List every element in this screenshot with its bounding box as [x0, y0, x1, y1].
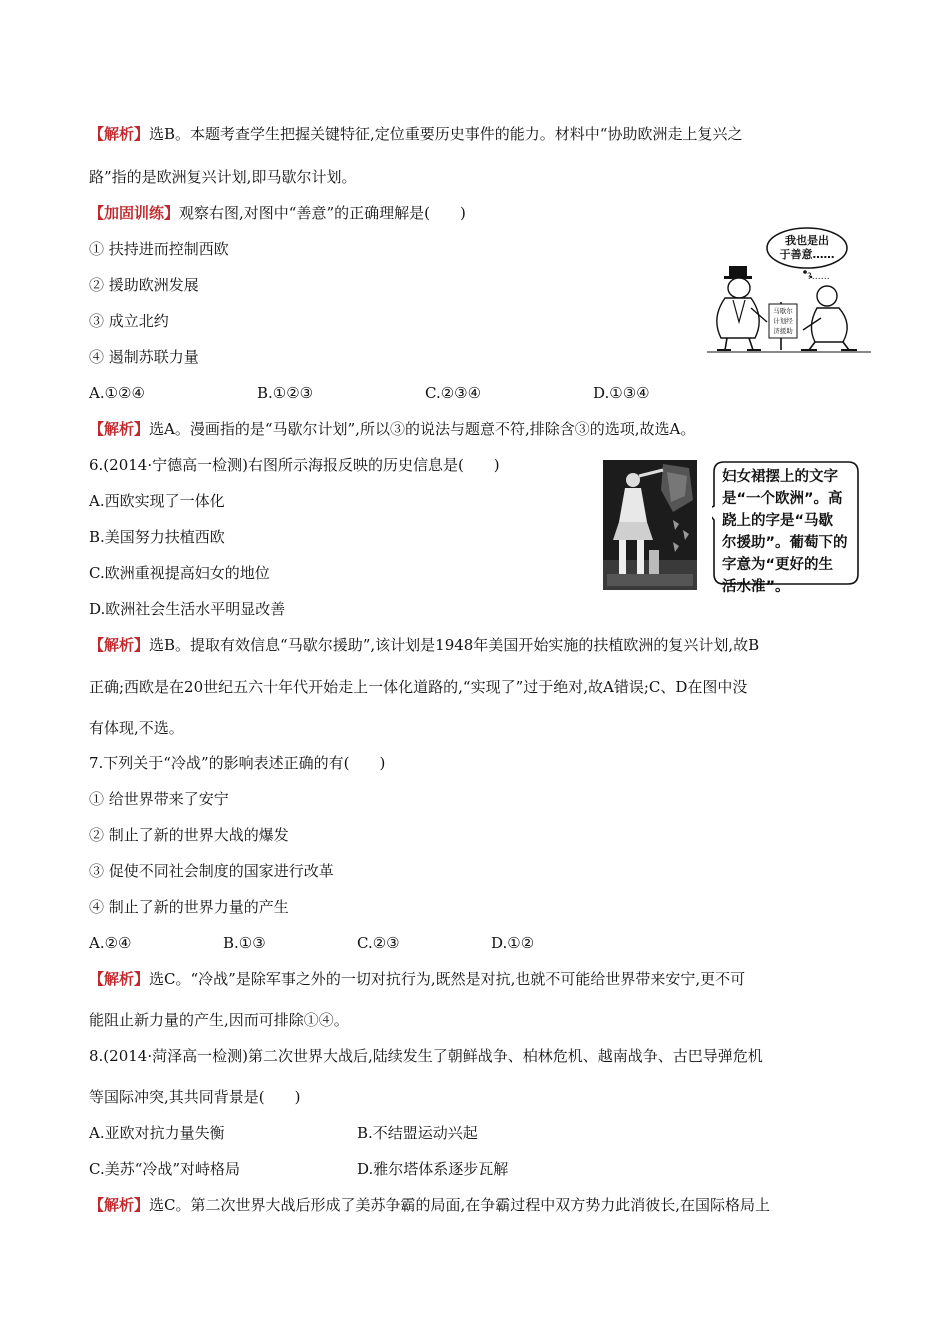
option-c: C.②③④	[425, 384, 482, 402]
exercise-tag: 【加固训练】	[89, 204, 180, 222]
option-c: C.欧洲重视提高妇女的地位	[89, 564, 270, 582]
cartoon-speech	[778, 234, 836, 262]
analysis-line	[89, 969, 745, 989]
cartoon-mark: ?……	[807, 272, 830, 282]
caption-line: 是“一个欧洲”。高	[722, 491, 843, 507]
list-item: ① 扶持进而控制西欧	[89, 240, 229, 258]
option-d: D.①②	[491, 934, 535, 952]
option-a: A.亚欧对抗力量失衡	[89, 1124, 225, 1142]
speech-line: 于善意……	[779, 248, 835, 261]
question-stem: 等国际冲突,其共同背景是( )	[89, 1088, 301, 1106]
sign-line: 马歇尔	[773, 307, 793, 315]
poster-caption-bubble	[712, 460, 860, 595]
analysis-tag: 【解析】	[89, 636, 150, 654]
analysis-text: 选B。提取有效信息“马歇尔援助”,该计划是1948年美国开始实施的扶植欧洲的复兴计划,故B	[149, 636, 760, 654]
sign-line: 计划经	[773, 317, 793, 325]
analysis-text: 选C。第二次世界大战后形成了美苏争霸的局面,在争霸过程中双方势力此消彼长,在国际格局上	[149, 1196, 771, 1214]
option-b: B.①②③	[257, 384, 314, 402]
list-item: ② 援助欧洲发展	[89, 276, 199, 294]
question-stem: 6.(2014·宁德高一检测)右图所示海报反映的历史信息是( )	[89, 456, 500, 474]
caption-line: 活水准”。	[722, 579, 790, 595]
option-b: B.不结盟运动兴起	[357, 1124, 478, 1142]
option-b: B.美国努力扶植西欧	[89, 528, 225, 546]
speech-line: 我也是出	[785, 234, 829, 247]
list-item: ④ 遏制苏联力量	[89, 348, 199, 366]
option-d: D.①③④	[593, 384, 650, 402]
poster-caption	[722, 466, 848, 598]
analysis-tag: 【解析】	[89, 125, 150, 143]
analysis-line: 有体现,不选。	[89, 719, 184, 737]
analysis-line: 能阻止新力量的产生,因而可排除①④。	[89, 1011, 349, 1029]
sign-line: 济援助	[773, 327, 793, 335]
caption-line: 跷上的字是“马歇	[722, 513, 834, 529]
list-item: ① 给世界带来了安宁	[89, 790, 229, 808]
option-c: C.②③	[357, 934, 400, 952]
analysis-line: 路”指的是欧洲复兴计划,即马歇尔计划。	[89, 168, 357, 186]
option-b: B.①③	[223, 934, 266, 952]
analysis-text: 选A。漫画指的是“马歇尔计划”,所以③的说法与题意不符,排除含③的选项,故选A。	[149, 420, 696, 438]
option-a: A.①②④	[89, 384, 145, 402]
option-a: A.西欧实现了一体化	[89, 492, 225, 510]
analysis-line	[89, 419, 695, 439]
analysis-tag: 【解析】	[89, 970, 150, 988]
analysis-text: 选B。本题考查学生把握关键特征,定位重要历史事件的能力。材料中“协助欧洲走上复兴之	[149, 125, 743, 143]
caption-line: 尔援助”。葡萄下的	[722, 535, 848, 551]
list-item: ④ 制止了新的世界力量的产生	[89, 898, 289, 916]
analysis-tag: 【解析】	[89, 420, 150, 438]
analysis-line	[89, 1195, 770, 1215]
caption-line: 妇女裙摆上的文字	[722, 469, 838, 485]
list-item: ② 制止了新的世界大战的爆发	[89, 826, 289, 844]
cartoon-sign	[769, 306, 797, 336]
option-a: A.②④	[89, 934, 132, 952]
exercise-question	[89, 203, 466, 223]
analysis-line: 正确;西欧是在20世纪五六十年代开始走上一体化道路的,“实现了”过于绝对,故A错误;C、D在图中没	[89, 678, 748, 696]
list-item: ③ 成立北约	[89, 312, 169, 330]
analysis-text: 选C。“冷战”是除军事之外的一切对抗行为,既然是对抗,也就不可能给世界带来安宁,更不可	[149, 970, 746, 988]
analysis-line	[89, 635, 759, 655]
list-item: ③ 促使不同社会制度的国家进行改革	[89, 862, 334, 880]
question-text: 观察右图,对图中“善意”的正确理解是( )	[179, 204, 466, 222]
caption-line: 字意为“更好的生	[722, 557, 834, 573]
option-c: C.美苏“冷战”对峙格局	[89, 1160, 241, 1178]
analysis-line	[89, 124, 742, 144]
analysis-tag: 【解析】	[89, 1196, 150, 1214]
poster-drawing	[603, 460, 697, 590]
question-stem: 8.(2014·菏泽高一检测)第二次世界大战后,陆续发生了朝鲜战争、柏林危机、越南战争、古巴导弹危机	[89, 1047, 763, 1065]
option-d: D.欧洲社会生活水平明显改善	[89, 600, 286, 618]
marshall-aid-poster	[603, 460, 697, 590]
marshall-plan-cartoon	[703, 226, 875, 356]
option-d: D.雅尔塔体系逐步瓦解	[357, 1160, 509, 1178]
question-stem: 7.下列关于“冷战”的影响表述正确的有( )	[89, 754, 386, 772]
